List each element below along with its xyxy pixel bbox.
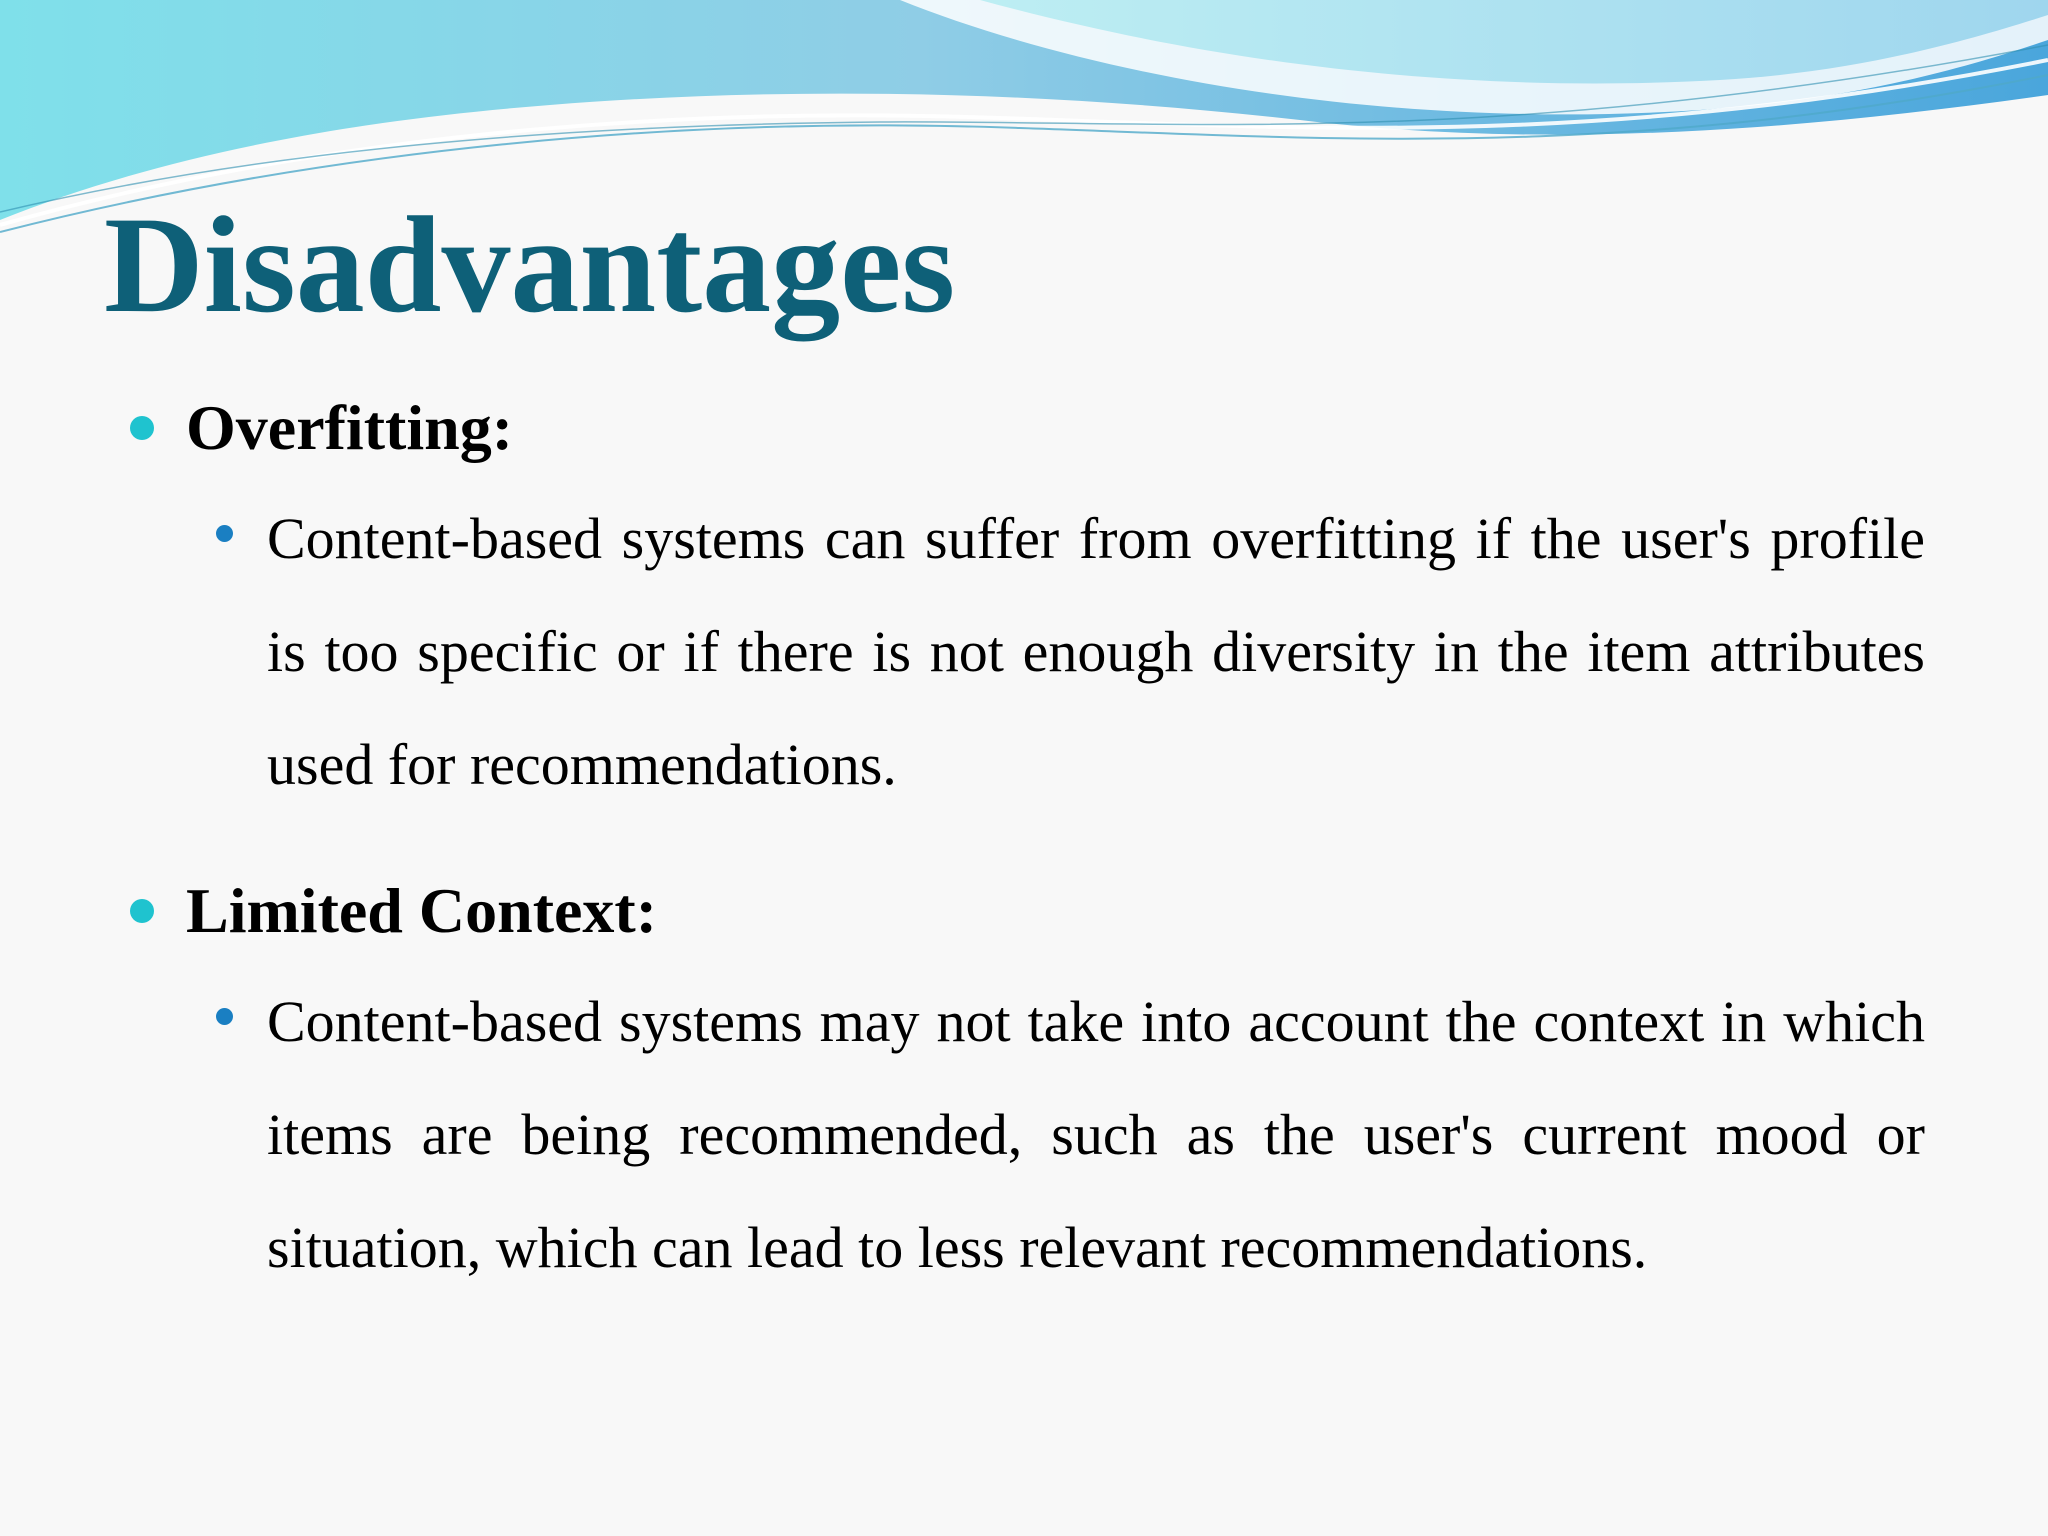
- sub-bullet-dot-icon: [216, 525, 233, 542]
- bullet-dot-icon: [130, 899, 154, 923]
- bullet-text: Content-based systems may not take into account the context in which items are being recommended, such as the user's current mood or situation, which can lead to less relevant recommendations.: [267, 989, 1925, 1280]
- list-item: [267, 482, 1925, 821]
- slide-content: [130, 378, 1925, 1344]
- section-heading-label: Limited Context:: [186, 875, 658, 946]
- sub-bullet-dot-icon: [216, 1008, 233, 1025]
- section-heading-overfitting: [130, 378, 1925, 478]
- bullet-dot-icon: [130, 416, 154, 440]
- bullet-text: Content-based systems can suffer from overfitting if the user's profile is too specific or if there is not enough diversity in the item attributes used for recommendations.: [267, 506, 1925, 797]
- slide-title: Disadvantages: [104, 188, 956, 341]
- list-item: [267, 965, 1925, 1304]
- section-heading-label: Overfitting:: [186, 392, 513, 463]
- section-heading-limited-context: [130, 861, 1925, 961]
